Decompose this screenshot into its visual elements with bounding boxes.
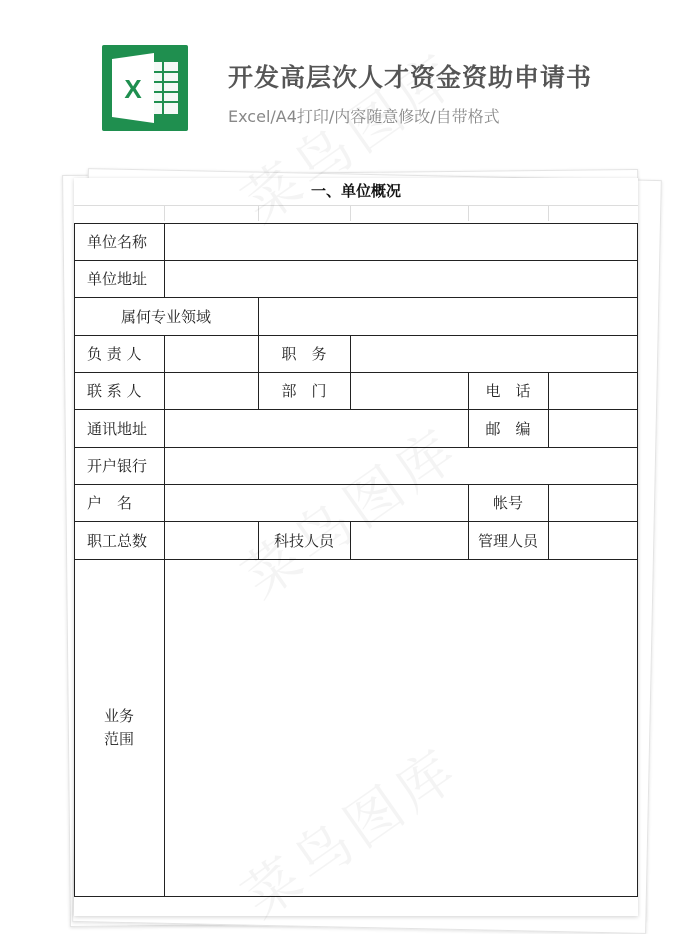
page-title: 开发高层次人才资金资助申请书 [228, 63, 593, 92]
input-unit-address[interactable] [165, 261, 637, 297]
excel-logo-icon [102, 45, 188, 131]
label-account-name: 户 名 [87, 494, 133, 512]
grid-line [74, 896, 638, 897]
form-sheet [74, 178, 638, 916]
label-phone: 电 话 [485, 382, 531, 400]
label-position: 职 务 [281, 345, 327, 363]
input-phone[interactable] [549, 373, 637, 409]
guide-line [548, 205, 549, 221]
section-title: 一、单位概况 [310, 182, 401, 200]
page-header [0, 0, 700, 160]
guide-line [350, 205, 351, 221]
input-business-scope[interactable] [165, 560, 637, 896]
input-field[interactable] [259, 298, 637, 335]
input-contact[interactable] [165, 373, 258, 409]
label-mail-address: 通讯地址 [87, 419, 148, 438]
input-department[interactable] [351, 373, 468, 409]
input-mgmt-staff[interactable] [549, 522, 637, 559]
input-mail-address[interactable] [165, 410, 468, 447]
label-business-scope: 业务 范围 [103, 706, 134, 748]
label-unit-name: 单位名称 [87, 233, 148, 251]
input-responsible[interactable] [165, 336, 258, 372]
svg-text:X: X [124, 74, 142, 104]
label-responsible: 负 责 人 [87, 345, 142, 363]
label-bank: 开户银行 [87, 457, 148, 475]
label-account-no: 帐号 [492, 494, 523, 512]
guide-line [164, 205, 165, 221]
input-unit-name[interactable] [165, 224, 637, 260]
input-postcode[interactable] [549, 410, 637, 447]
input-account-name[interactable] [165, 485, 468, 521]
input-position[interactable] [351, 336, 637, 372]
input-tech-staff[interactable] [351, 522, 468, 559]
label-contact: 联 系 人 [87, 382, 142, 400]
input-account-no[interactable] [549, 485, 637, 521]
label-field: 属何专业领域 [120, 307, 211, 326]
grid-line [637, 223, 638, 896]
label-tech-staff: 科技人员 [273, 531, 334, 550]
page-subtitle: Excel/A4打印/内容随意修改/自带格式 [228, 107, 500, 126]
input-total-staff[interactable] [165, 522, 258, 559]
guide-line [468, 205, 469, 221]
label-department: 部 门 [281, 382, 327, 400]
guide-line [74, 205, 638, 206]
label-total-staff: 职工总数 [87, 531, 148, 550]
label-postcode: 邮 编 [485, 419, 531, 438]
guide-line [258, 205, 259, 221]
label-unit-address: 单位地址 [87, 270, 148, 288]
label-mgmt-staff: 管理人员 [477, 531, 538, 550]
input-bank[interactable] [165, 448, 637, 484]
